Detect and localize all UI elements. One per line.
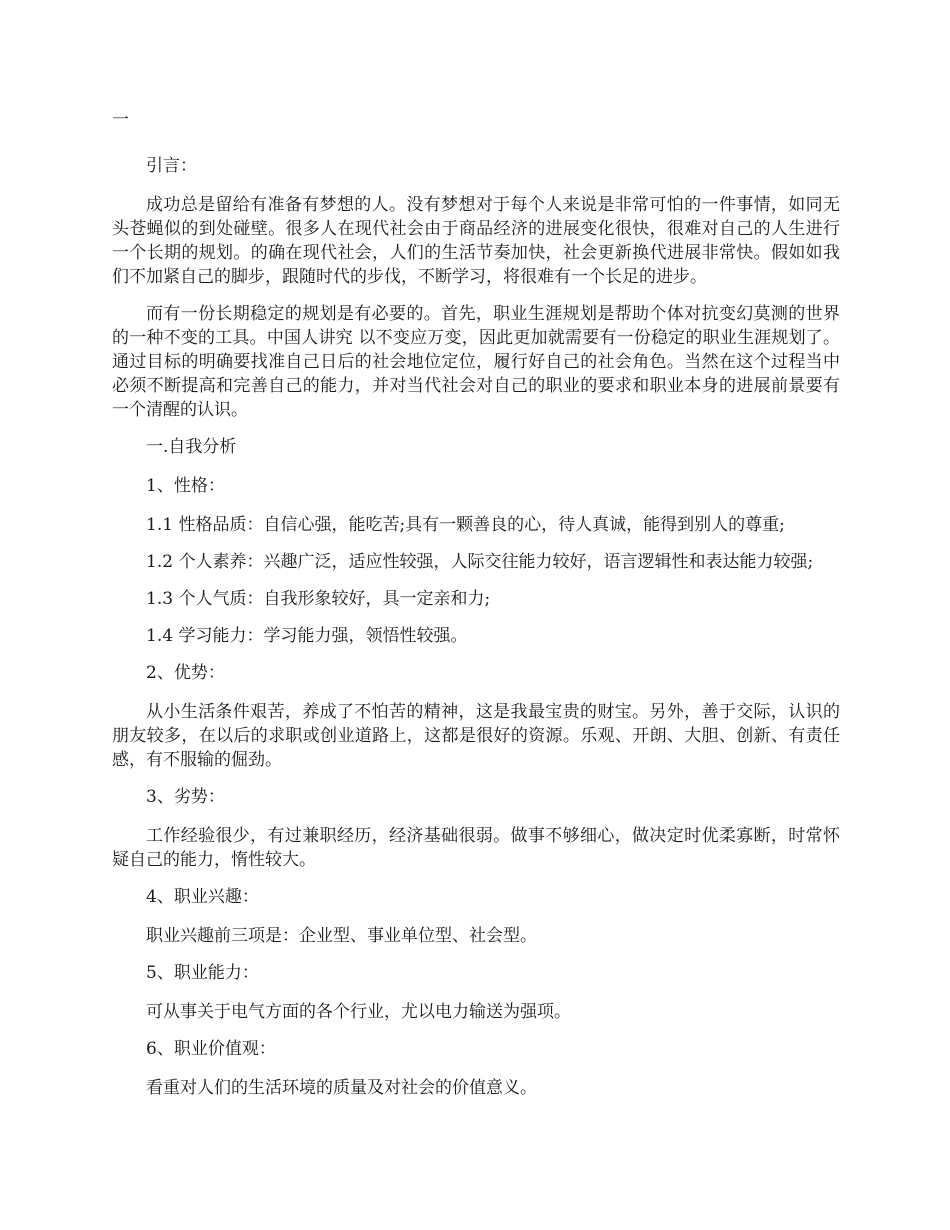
career-interest-text: 职业兴趣前三项是：企业型、事业单位型、社会型。 (146, 926, 537, 946)
career-ability-title: 5、职业能力： (146, 963, 259, 983)
intro-title: 引言： (146, 156, 197, 176)
personality-item-4: 1.4 学习能力：学习能力强，领悟性较强。 (146, 626, 468, 646)
personality-item-2: 1.2 个人素养：兴趣广泛，适应性较强，人际交往能力较好，语言逻辑性和表达能力较强; (146, 552, 814, 572)
career-ability-text: 可从事关于电气方面的各个行业，尤以电力输送为强项。 (146, 1002, 571, 1022)
career-values-text: 看重对人们的生活环境的质量及对社会的价值意义。 (146, 1078, 537, 1098)
personality-item-1: 1.1 性格品质：自信心强，能吃苦;具有一颗善良的心，待人真诚，能得到别人的尊重; (146, 515, 785, 535)
intro-paragraph-1: 成功总是留给有准备有梦想的人。没有梦想对于每个人来说是非常可怕的一件事情，如同无头苍蝇似的到处碰壁。很多人在现代社会由于商品经济的进展变化很快，很难对自己的人生进行一个长期的规划。的确在现代社会，人们的生活节奏加快，社会更新换代进展非常快。假如如我们不加紧自己的脚步，跟随时代的步伐，不断学习，将很难有一个长足的进步。 (112, 195, 840, 287)
weaknesses-title: 3、劣势： (146, 787, 225, 807)
career-interest-title: 4、职业兴趣： (146, 887, 259, 907)
personality-item-3: 1.3 个人气质：自我形象较好，具一定亲和力; (146, 589, 491, 609)
weaknesses-text: 工作经验很少，有过兼职经历，经济基础很弱。做事不够细心，做决定时优柔寡断，时常怀疑自己的能力，惰性较大。 (112, 826, 840, 870)
top-mark: 一 (112, 110, 129, 130)
strengths-title: 2、优势： (146, 663, 225, 683)
personality-title: 1、性格： (146, 476, 225, 496)
career-values-title: 6、职业价值观： (146, 1039, 276, 1059)
strengths-text: 从小生活条件艰苦，养成了不怕苦的精神，这是我最宝贵的财宝。另外，善于交际，认识的朋友较多，在以后的求职或创业道路上，这都是很好的资源。乐观、开朗、大胆、创新、有责任感，有不服输的倔劲。 (112, 702, 840, 770)
document-page (112, 108, 840, 1113)
section-self-analysis-title: 一.自我分析 (146, 437, 237, 457)
intro-paragraph-2: 而有一份长期稳定的规划是有必要的。首先，职业生涯规划是帮助个体对抗变幻莫测的世界的一种不变的工具。中国人讲究 以不变应万变，因此更加就需要有一份稳定的职业生涯规划了。通过目标的明确要找准自己日后的社会地位定位，履行好自己的社会角色。当然在这个过程当中必须不断提高和完善自己的能力，并对当代社会对自己的职业的要求和职业本身的进展前景要有一个清醒的认识。 (112, 304, 840, 420)
